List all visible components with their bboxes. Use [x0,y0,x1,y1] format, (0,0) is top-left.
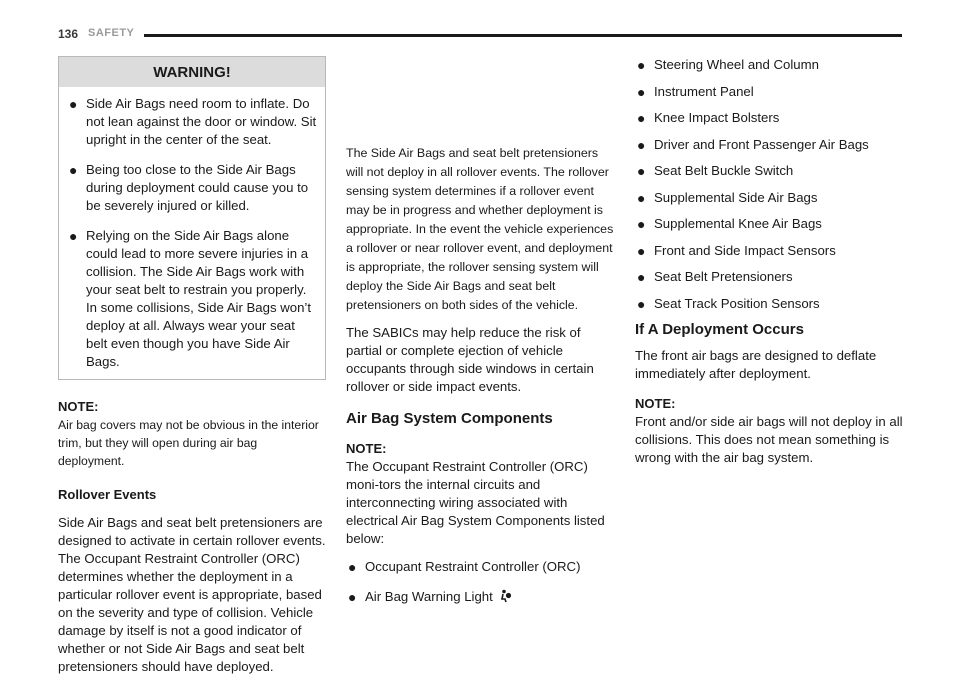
rollover-paragraph: Side Air Bags and seat belt pretensioners are designed to activate in certain rollover events. The Occupant Restraint Controller (ORC) determines whether the deployment in a particular rollover event is appropriate, based on the severity and type of collision. Vehicle damage by itself is not a good indicator of whether or not Side Air Bags and seat belt pretensioners should have deployed. [58,515,326,674]
component-item [635,56,903,74]
bullet-icon: ● [348,589,357,605]
section-title: SAFETY [88,27,135,39]
header-rule [144,34,902,37]
component-item [635,109,903,127]
rollover-heading: Rollover Events [58,487,157,502]
airbag-warning-icon [500,589,512,603]
bullet-icon: ● [637,110,646,126]
component-label: Driver and Front Passenger Air Bags [654,136,869,152]
column-right [635,56,903,467]
component-item [635,83,903,101]
bullet-icon: ● [637,163,646,179]
component-label: Front and Side Impact Sensors [654,242,836,258]
bullet-icon: ● [348,559,357,575]
component-label: Occupant Restraint Controller (ORC) [365,559,581,574]
deployment-text: The front air bags are designed to deflate immediately after deployment. [635,348,877,381]
bullet-icon: ● [637,269,646,285]
bullet-icon: ● [637,242,646,259]
column-middle [346,56,614,606]
component-label: Air Bag Warning Light [365,589,493,604]
rollover-paragraph-3: The SABICs may help reduce the risk of partial or complete ejection of vehicle occupants through side windows in certain rollover or side impact events. [346,325,594,394]
warning-bullet [67,227,317,371]
components-note-label: NOTE: [346,441,387,456]
warning-bullet-text: Relying on the Side Air Bags alone could lead to more severe injuries in a collision. The Side Air Bags work with your seat belt to restrain you properly. In some collisions, Side Air Bags won’t deploy at all. Always wear your seat belt even though you have Side Air Bags. [86,228,312,369]
page-number: 136 [58,27,79,41]
component-label: Steering Wheel and Column [654,57,819,72]
deployment-note-label: NOTE: [635,396,676,411]
component-item [635,162,903,180]
component-item [346,558,614,576]
bullet-icon: ● [637,189,646,206]
components-note-text: The Occupant Restraint Controller (ORC) moni-tors the internal circuits and interconnecting wiring associated with electrical Air Bag System Components listed below: [346,459,605,546]
components-heading: Air Bag System Components [346,410,553,427]
component-item [635,268,903,286]
component-label: Seat Belt Pretensioners [654,269,793,284]
warning-title: WARNING! [59,57,325,87]
bullet-icon: ● [69,96,78,112]
component-item [635,242,903,260]
bullet-icon: ● [637,295,646,312]
page-header [58,27,902,43]
component-label: Supplemental Knee Air Bags [654,216,822,231]
component-label: Supplemental Side Air Bags [654,189,818,205]
component-label: Seat Track Position Sensors [654,295,820,311]
note-text: Air bag covers may not be obvious in the interior trim, but they will open during air bag deployment. [58,418,319,468]
deployment-heading: If A Deployment Occurs [635,321,804,338]
component-item [635,295,903,313]
note-label: NOTE: [58,399,99,414]
bullet-icon: ● [69,162,78,178]
bullet-icon: ● [69,228,78,244]
bullet-icon: ● [637,83,646,100]
bullet-icon: ● [637,57,646,73]
warning-bullet [67,161,317,215]
component-item [635,215,903,233]
warning-box [58,56,326,380]
component-label: Instrument Panel [654,83,754,99]
component-item [635,189,903,207]
component-item [635,136,903,154]
component-label: Knee Impact Bolsters [654,110,780,125]
bullet-icon: ● [637,216,646,232]
bullet-icon: ● [637,136,646,153]
warning-bullet-text: Side Air Bags need room to inflate. Do not lean against the door or window. Sit upright in the center of the seat. [86,96,317,147]
warning-bullet [67,95,317,149]
column-left [58,56,326,676]
deployment-note-text: Front and/or side air bags will not deploy in all collisions. This does not mean something is wrong with the air bag system. [635,414,903,465]
rollover-paragraph-2: The Side Air Bags and seat belt pretensioners will not deploy in all rollover events. The rollover sensing system determines if a rollover event may be in progress and whether deployment is appropriate. In the event the vehicle experiences a rollover or near rollover event, and deployment is appropriate, the rollover sensing system will deploy the Side Air Bags and seat belt pretensioners on both sides of the vehicle. [346,146,614,312]
component-item [346,588,614,606]
component-label: Seat Belt Buckle Switch [654,163,794,178]
warning-bullet-text: Being too close to the Side Air Bags during deployment could cause you to be severely injured or killed. [86,162,309,213]
